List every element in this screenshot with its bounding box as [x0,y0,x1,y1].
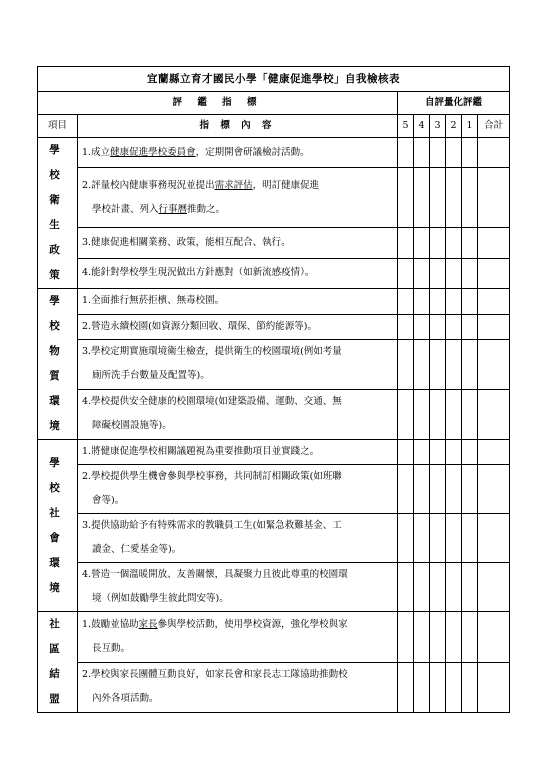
score-4-header: 4 [414,115,430,138]
score-4-cell[interactable] [414,389,430,439]
category-line: 社 會 [49,506,66,544]
score-5-header: 5 [398,115,414,138]
category-label [38,289,78,440]
total-cell[interactable] [478,314,510,340]
score-4-cell[interactable] [414,514,430,563]
indicator-line: 2.營造永續校園(如資源分類回收、環保、節約能源等)。 [82,320,317,332]
indicator-line: 4.營造一個溫暖開放、友善關懷，具凝聚力且彼此尊重的校園環 [82,569,348,580]
total-cell[interactable] [478,258,510,288]
score-1-cell[interactable] [462,440,478,465]
indicator-line: 障礙校園設施等)。 [92,420,172,432]
indicator-line: 4.學校提供安全健康的校園環境(如建築設備、運動、交通、無 [82,396,342,408]
score-2-cell[interactable] [446,314,462,340]
score-3-cell[interactable] [430,168,446,228]
score-5-cell[interactable] [398,258,414,288]
score-3-cell[interactable] [430,465,446,514]
score-5-cell[interactable] [398,289,414,315]
score-5-cell[interactable] [398,440,414,465]
score-1-cell[interactable] [462,168,478,228]
score-1-cell[interactable] [462,258,478,288]
score-3-cell[interactable] [430,612,446,663]
indicator-line: 2.學校與家長團體互動良好，如家長會和家長志工隊協助推動校 [82,669,348,681]
score-1-cell[interactable] [462,340,478,390]
category-line: 社 區 [49,618,66,655]
score-2-cell[interactable] [446,340,462,390]
indicator-line: 學校計畫、列入行事曆推動之。 [92,203,226,215]
table-row [38,465,510,514]
indicator-content [78,289,398,315]
score-5-cell[interactable] [398,138,414,168]
total-cell[interactable] [478,662,510,713]
total-cell[interactable] [478,168,510,228]
score-1-cell[interactable] [462,138,478,168]
indicator-content [78,612,398,663]
score-4-cell[interactable] [414,168,430,228]
indicator-content [78,662,398,713]
table-row [38,440,510,465]
score-4-cell[interactable] [414,612,430,663]
score-1-cell[interactable] [462,563,478,612]
category-line: 環 境 [49,556,66,594]
score-3-header: 3 [430,115,446,138]
indicator-content [78,258,398,288]
score-1-cell[interactable] [462,314,478,340]
score-2-cell[interactable] [446,258,462,288]
total-cell[interactable] [478,612,510,663]
indicator-line: 3.學校定期實施環境衛生檢查，提供衛生的校園環境(例如考量 [82,346,342,358]
category-label [38,138,78,289]
indicator-line: 會等)。 [92,495,125,506]
indicator-line: 2.學校提供學生機會參與學校事務，共同制訂相關政策(如班聯 [82,471,342,482]
score-3-cell[interactable] [430,340,446,390]
score-2-cell[interactable] [446,514,462,563]
score-5-cell[interactable] [398,465,414,514]
table-row [38,612,510,663]
table-row [38,138,510,168]
table-row [38,314,510,340]
score-1-cell[interactable] [462,389,478,439]
score-4-cell[interactable] [414,465,430,514]
table-row [38,389,510,439]
score-2-cell[interactable] [446,138,462,168]
score-3-cell[interactable] [430,514,446,563]
score-1-cell[interactable] [462,289,478,315]
indicator-content [78,563,398,612]
score-4-cell[interactable] [414,563,430,612]
score-2-cell[interactable] [446,465,462,514]
category-line: 衛 生 [49,194,66,231]
category-label [38,612,78,713]
indicator-line: 讀金、仁愛基金等)。 [92,544,182,555]
score-2-cell[interactable] [446,563,462,612]
self-assessment-table [37,66,510,713]
score-3-cell[interactable] [430,228,446,258]
score-1-cell[interactable] [462,662,478,713]
indicator-line: 3.健康促進相關業務、政策，能相互配合、執行。 [82,236,291,248]
score-5-cell[interactable] [398,514,414,563]
category-line: 學 校 [49,295,66,332]
indicator-content [78,228,398,258]
indicator-content [78,138,398,168]
total-cell[interactable] [478,228,510,258]
self-evaluation-header: 自評量化評鑑 [398,92,510,115]
score-2-cell[interactable] [446,389,462,439]
score-1-cell[interactable] [462,514,478,563]
score-1-cell[interactable] [462,228,478,258]
score-2-cell[interactable] [446,289,462,315]
score-4-cell[interactable] [414,440,430,465]
table-row [38,289,510,315]
score-5-cell[interactable] [398,612,414,663]
score-3-cell[interactable] [430,563,446,612]
score-4-cell[interactable] [414,138,430,168]
table-row [38,340,510,390]
score-4-cell[interactable] [414,314,430,340]
category-line: 政 策 [49,244,66,281]
score-3-cell[interactable] [430,662,446,713]
category-line: 結 盟 [49,668,66,705]
indicator-line: 4.能針對學校學生現況做出方針應對（如新流感疫情）。 [82,267,315,279]
score-5-cell[interactable] [398,563,414,612]
score-5-cell[interactable] [398,314,414,340]
total-cell[interactable] [478,465,510,514]
table-row [38,662,510,713]
score-4-cell[interactable] [414,340,430,390]
total-cell[interactable] [478,514,510,563]
score-4-cell[interactable] [414,258,430,288]
indicator-content [78,440,398,465]
item-column-header: 項目 [38,115,78,138]
score-5-cell[interactable] [398,228,414,258]
indicator-line: 1.鼓勵並協助家長參與學校活動，使用學校資源，強化學校與家 [82,618,348,630]
indicator-content [78,514,398,563]
score-3-cell[interactable] [430,289,446,315]
score-1-cell[interactable] [462,612,478,663]
total-cell[interactable] [478,340,510,390]
evaluation-indicators-header: 評 鑑 指 標 [38,92,398,115]
score-3-cell[interactable] [430,314,446,340]
table-row [38,228,510,258]
indicator-content [78,389,398,439]
score-1-header: 1 [462,115,478,138]
total-cell[interactable] [478,289,510,315]
table-row [38,168,510,228]
score-2-cell[interactable] [446,662,462,713]
indicator-line: 1.將健康促進學校相關議題視為重要推動項目並實踐之。 [82,446,320,457]
total-cell[interactable] [478,563,510,612]
category-line: 物 質 [49,345,66,382]
score-2-cell[interactable] [446,228,462,258]
table-row [38,563,510,612]
score-2-cell[interactable] [446,612,462,663]
indicator-line: 廁所洗手台數量及配置等)。 [92,370,210,382]
category-line: 環 境 [49,395,66,432]
score-3-cell[interactable] [430,440,446,465]
content-column-header: 指 標 內 容 [78,115,398,138]
score-3-cell[interactable] [430,138,446,168]
table-title: 宜蘭縣立育才國民小學「健康促進學校」自我檢核表 [38,67,510,92]
indicator-content [78,340,398,390]
score-2-header: 2 [446,115,462,138]
score-5-cell[interactable] [398,389,414,439]
table-row [38,514,510,563]
indicator-content [78,168,398,228]
score-4-cell[interactable] [414,662,430,713]
total-cell[interactable] [478,138,510,168]
total-column-header: 合計 [478,115,510,138]
category-label [38,440,78,612]
indicator-line: 內外各項活動。 [92,693,159,705]
table-row [38,258,510,288]
total-cell[interactable] [478,440,510,465]
indicator-line: 1.成立健康促進學校委員會，定期開會研議檢討活動。 [82,146,310,158]
category-line: 學 校 [49,456,66,494]
indicator-line: 長互動。 [92,642,131,654]
score-5-cell[interactable] [398,340,414,390]
total-cell[interactable] [478,389,510,439]
score-4-cell[interactable] [414,289,430,315]
score-1-cell[interactable] [462,465,478,514]
score-3-cell[interactable] [430,389,446,439]
indicator-line: 境（例如鼓勵學生彼此問安等)。 [92,593,229,604]
indicator-line: 2.評量校內健康事務現況並提出需求評估，明訂健康促進 [82,179,320,191]
score-3-cell[interactable] [430,258,446,288]
score-5-cell[interactable] [398,662,414,713]
indicator-content [78,465,398,514]
indicator-line: 3.提供協助給予有特殊需求的教職員工生(如緊急救難基金、工 [82,520,342,531]
indicator-line: 1.全面推行無菸拒檳、無毒校園。 [82,295,225,307]
score-2-cell[interactable] [446,168,462,228]
score-5-cell[interactable] [398,168,414,228]
indicator-content [78,314,398,340]
category-line: 學 校 [49,144,66,181]
score-2-cell[interactable] [446,440,462,465]
score-4-cell[interactable] [414,228,430,258]
